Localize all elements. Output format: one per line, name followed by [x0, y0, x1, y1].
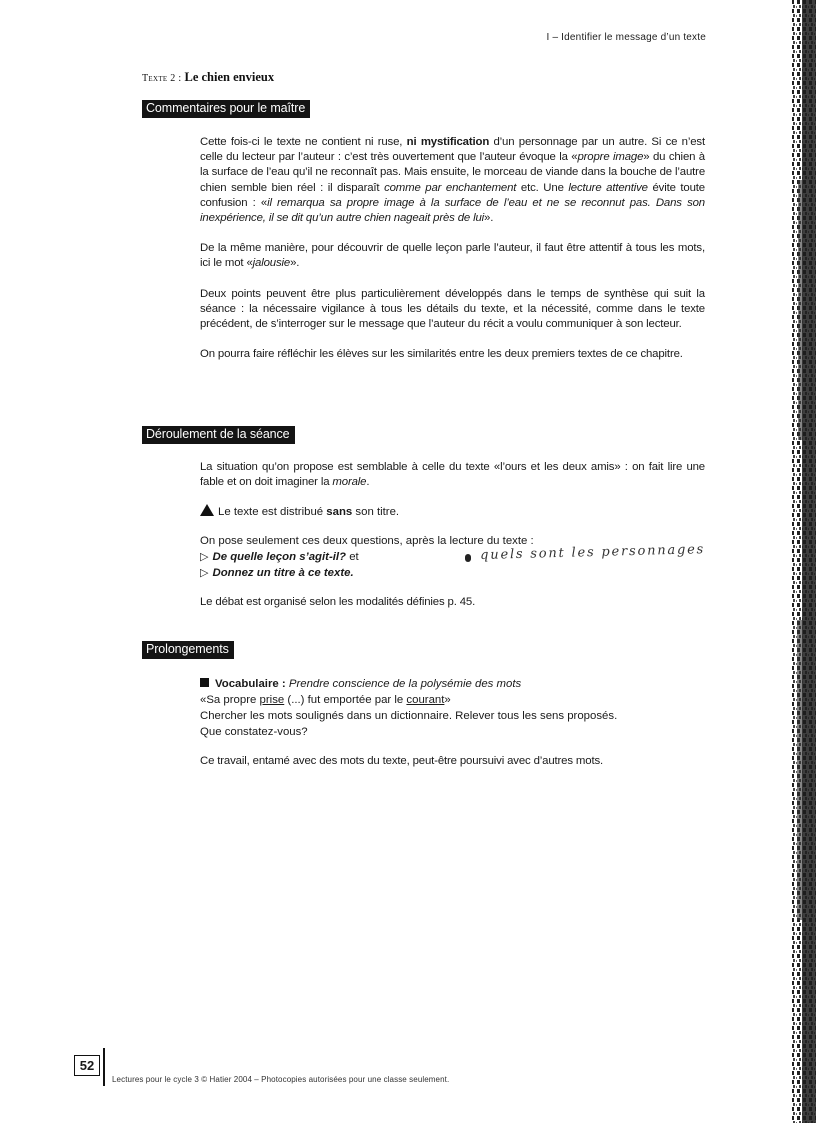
text-run: ».	[484, 212, 494, 225]
commentaires-body	[200, 135, 705, 362]
vocabulary-label: Vocabulaire :	[215, 678, 286, 690]
text-title-label: Texte 2 :	[142, 73, 182, 84]
handwritten-annotation: quels sont les personnages	[480, 542, 706, 563]
text-run: d’un personnage par un autre. Si ce n’est celle du lecteur par l’auteur : c’est très ouvertement que l’auteur évoque la «	[200, 136, 705, 164]
questions-intro: On pose seulement ces deux questions, après la lecture du texte :	[200, 535, 534, 548]
prolongements-body	[200, 676, 705, 769]
page-number: 52	[74, 1055, 100, 1076]
question-2-text: Donnez un titre à ce texte.	[212, 567, 354, 580]
instruction-line-1: Chercher les mots soulignés dans un dictionnaire. Relever tous les sens proposés.	[200, 710, 618, 722]
running-head: I – Identifier le message d’un texte	[546, 32, 706, 43]
deroulement-body	[200, 460, 705, 611]
text-run: ».	[290, 257, 300, 270]
distribution-note	[200, 504, 705, 520]
question-2	[200, 565, 705, 581]
text-run: etc. Une	[516, 181, 569, 194]
commentaires-paragraph-1	[200, 135, 705, 226]
section-heading-commentaires: Commentaires pour le maître	[142, 100, 310, 118]
deroulement-paragraph-1	[200, 460, 705, 490]
text-title	[142, 70, 274, 85]
text-run: et	[346, 551, 359, 564]
text-run: .	[366, 476, 370, 489]
vocabulary-line	[200, 676, 705, 692]
text-run-italic: il remarqua sa propre image à la surface de l’eau et ne se reconnut pas. Dans son inexpérience, il se dit qu’un autre chien nageait près de lui	[200, 196, 705, 225]
underlined-word: courant	[406, 694, 445, 706]
text-run: »	[444, 694, 451, 706]
text-run-bold: sans	[326, 506, 353, 519]
text-run: » du chien à la surface de l’eau qu’il ne reconnaît pas. Mais ensuite, le morceau de viande dans la bouche de l’autre chien semble bien réel : il disparaît	[200, 151, 705, 194]
text-run: La situation qu’on propose est semblable à celle du texte «l’ours et les deux amis» : on fait lire une fable et on doit imaginer la	[200, 461, 705, 489]
text-run-italic: morale	[332, 476, 367, 489]
quote-line	[200, 692, 705, 708]
commentaires-paragraph-2	[200, 241, 705, 271]
text-run: Le texte est distribué	[218, 506, 327, 519]
instruction-line-2: Que constatez-vous?	[200, 726, 308, 738]
section-heading-prolongements: Prolongements	[142, 641, 234, 659]
section-heading-deroulement: Déroulement de la séance	[142, 426, 295, 444]
question-1-text: De quelle leçon s’agit-il?	[212, 551, 347, 564]
underlined-word: prise	[259, 694, 285, 706]
text-run-italic: jalousie	[252, 257, 291, 270]
text-run: Cette fois-ci le texte ne contient ni ruse,	[200, 136, 407, 148]
warning-triangle-icon	[200, 504, 214, 516]
text-run-bold: ni mystification	[406, 136, 490, 148]
vocabulary-text: Prendre conscience de la polysémie des mots	[288, 678, 522, 690]
handwritten-bullet-mark	[465, 554, 471, 562]
scan-edge-artifact	[778, 0, 816, 1123]
prolongements-paragraph-end: Ce travail, entamé avec des mots du texte, peut-être poursuivi avec d’autres mots.	[200, 755, 604, 767]
text-run: De la même manière, pour découvrir de quelle leçon parle l’auteur, il faut être attentif à tous les mots, ici le mot «	[200, 242, 705, 270]
arrow-right-icon: ▷	[200, 567, 209, 580]
text-run: son titre.	[352, 506, 400, 519]
deroulement-paragraph-end: Le débat est organisé selon les modalités définies p. 45.	[200, 596, 476, 609]
text-run: «Sa propre	[200, 694, 260, 706]
text-run: (...) fut emportée par le	[284, 694, 407, 706]
text-run-italic: comme par enchantement	[384, 181, 517, 194]
text-title-name: Le chien envieux	[184, 70, 275, 84]
commentaires-paragraph-3: Deux points peuvent être plus particulièrement développés dans le temps de synthèse qui suit la séance : la nécessaire vigilance à tous les détails du texte, et la nécessité, comme dans le texte précédent, de s’interroger sur le message que l’auteur du récit a voulu communiquer à son lecteur.	[200, 287, 705, 331]
footer-copyright: Lectures pour le cycle 3 © Hatier 2004 – Photocopies autorisées pour une classe seulement.	[112, 1075, 450, 1084]
commentaires-paragraph-4: On pourra faire réfléchir les élèves sur les similarités entre les deux premiers textes de ce chapitre.	[200, 348, 683, 361]
arrow-right-icon: ▷	[200, 551, 209, 564]
text-run-italic: propre image	[577, 151, 644, 164]
square-bullet-icon	[200, 678, 209, 687]
text-run: évite toute confusion : «	[200, 181, 705, 209]
text-run-italic: lecture attentive	[568, 181, 648, 194]
